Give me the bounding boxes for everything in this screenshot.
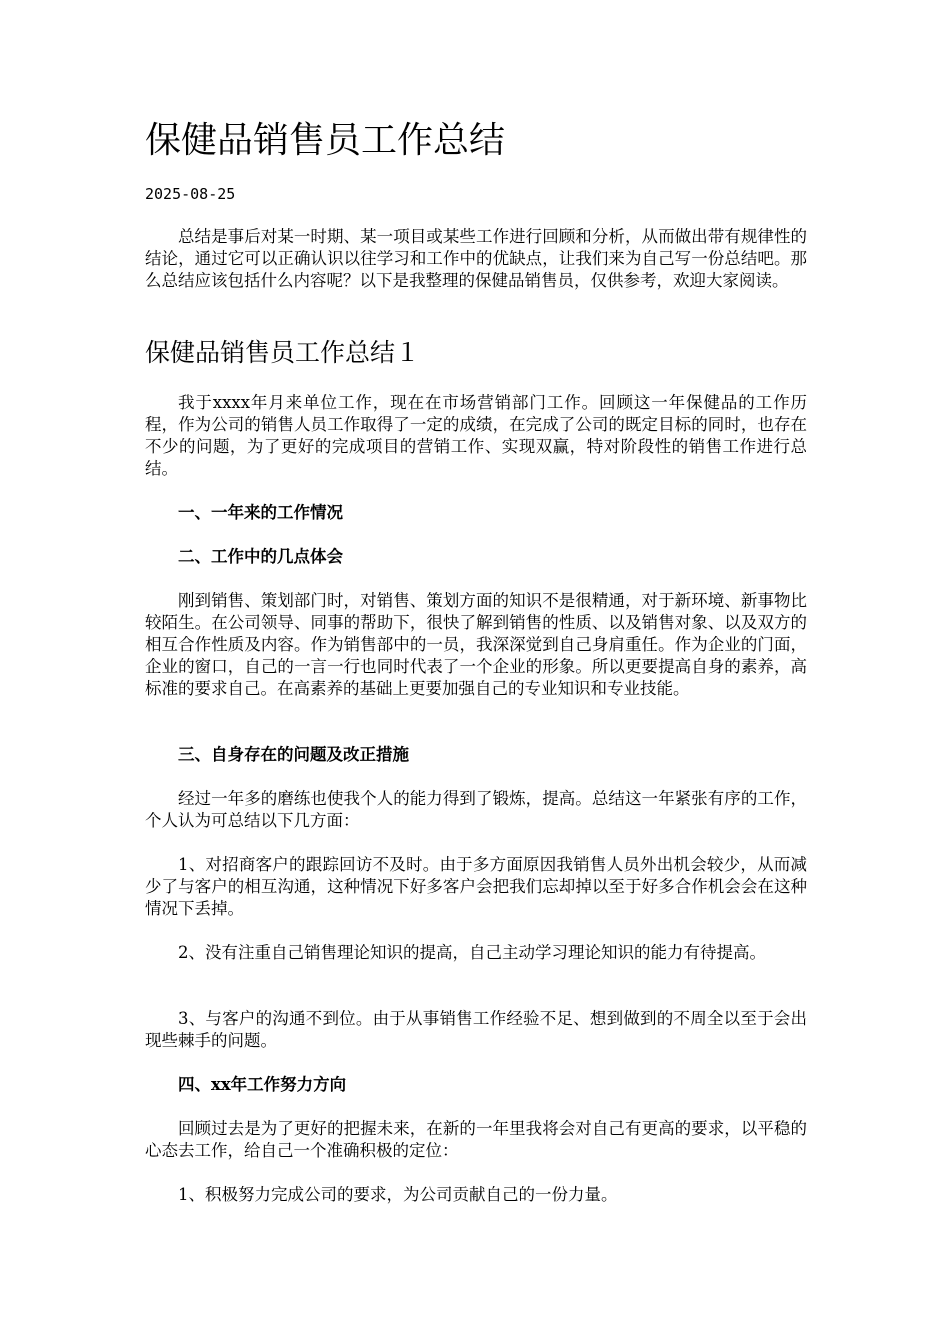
body-paragraph: 经过一年多的磨练也使我个人的能力得到了锻炼，提高。总结这一年紧张有序的工作，个人认为可总结以下几方面： [145,789,807,830]
body-paragraph: 刚到销售、策划部门时，对销售、策划方面的知识不是很精通，对于新环境、新事物比较陌生。在公司领导、同事的帮助下，很快了解到销售的性质、以及销售对象、以及双方的相互合作性质及内容。作为销售部中的一员，我深深觉到自己身肩重任。作为企业的门面，企业的窗口，自己的一言一行也同时代表了一个企业的形象。所以更要提高自身的素养，高标准的要求自己。在高素养的基础上更要加强自己的专业知识和专业技能。 [145,591,807,698]
sub-heading: 三、自身存在的问题及改正措施 [178,745,409,764]
body-paragraph: 我于xxxx年月来单位工作，现在在市场营销部门工作。回顾这一年保健品的工作历程，作为公司的销售人员工作取得了一定的成绩，在完成了公司的既定目标的同时，也存在不少的问题，为了更好的完成项目的营销工作、实现双赢，特对阶段性的销售工作进行总结。 [145,393,807,478]
sub-heading: 二、工作中的几点体会 [178,547,343,566]
list-item: 1、积极努力完成公司的要求，为公司贡献自己的一份力量。 [178,1185,618,1204]
list-item: 2、没有注重自己销售理论知识的提高，自己主动学习理论知识的能力有待提高。 [178,943,766,962]
document-title: 保健品销售员工作总结 [145,120,506,161]
document-date: 2025-08-25 [145,185,236,203]
intro-paragraph: 总结是事后对某一时期、某一项目或某些工作进行回顾和分析，从而做出带有规律性的结论，通过它可以正确认识以往学习和工作中的优缺点，让我们来为自己写一份总结吧。那么总结应该包括什么内容呢？以下是我整理的保健品销售员，仅供参考，欢迎大家阅读。 [145,227,807,290]
section-title: 保健品销售员工作总结１ [145,338,421,367]
list-item: 3、与客户的沟通不到位。由于从事销售工作经验不足、想到做到的不周全以至于会出现些棘手的问题。 [145,1009,807,1050]
list-item: 1、对招商客户的跟踪回访不及时。由于多方面原因我销售人员外出机会较少，从而减少了与客户的相互沟通，这种情况下好多客户会把我们忘却掉以至于好多合作机会会在这种情况下丢掉。 [145,855,807,918]
body-paragraph: 回顾过去是为了更好的把握未来，在新的一年里我将会对自己有更高的要求，以平稳的心态去工作，给自己一个准确积极的定位： [145,1119,807,1160]
sub-heading: 四、xx年工作努力方向 [178,1075,347,1094]
sub-heading: 一、一年来的工作情况 [178,503,343,522]
